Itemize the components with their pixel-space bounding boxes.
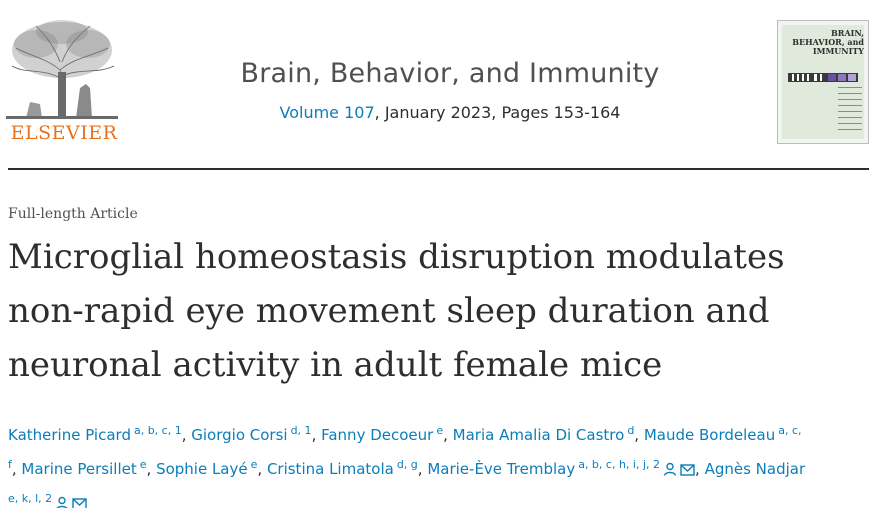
author-name: Sophie Layé <box>156 460 248 478</box>
affiliation-superscript: d, 1 <box>290 424 312 437</box>
author-separator: , <box>257 460 267 478</box>
author-separator: , <box>443 426 453 444</box>
cover-barcode-icon <box>788 73 858 82</box>
envelope-icon <box>680 464 695 476</box>
author-separator: , <box>311 426 322 444</box>
elsevier-logo[interactable] <box>6 18 118 146</box>
author-name: Maria Amalia Di Castro <box>452 426 625 444</box>
header-divider <box>8 168 869 170</box>
author-link[interactable] <box>156 460 257 478</box>
author-link[interactable] <box>267 460 418 478</box>
affiliation-superscript: e <box>436 424 444 437</box>
author-link[interactable] <box>8 426 182 444</box>
author-separator: , <box>417 460 428 478</box>
affiliation-superscript: e <box>250 458 258 471</box>
author-link[interactable] <box>644 426 802 444</box>
person-icon <box>55 496 69 508</box>
person-icon <box>663 462 677 476</box>
affiliation-superscript: d, g <box>396 458 418 471</box>
author-name: Agnès Nadjar <box>704 460 806 478</box>
author-link[interactable] <box>21 460 146 478</box>
article-type-label: Full-length Article <box>8 206 138 222</box>
author-separator: , <box>634 426 644 444</box>
author-link[interactable] <box>321 426 443 444</box>
author-name: Cristina Limatola <box>266 460 394 478</box>
journal-info <box>180 58 720 122</box>
author-link[interactable] <box>427 460 695 478</box>
author-separator: , <box>11 460 22 478</box>
article-header <box>0 0 885 168</box>
author-name: Giorgio Corsi <box>191 426 288 444</box>
article-title-line: neuronal activity in adult female mice <box>8 345 663 385</box>
author-line-2 <box>8 450 878 484</box>
author-name: Fanny Decoeur <box>321 426 434 444</box>
affiliation-superscript: a, c, <box>778 424 802 437</box>
author-name: Marie-Ève Tremblay <box>427 460 576 478</box>
author-name: Katherine Picard <box>8 426 131 444</box>
author-list <box>8 416 878 508</box>
author-link[interactable] <box>191 426 311 444</box>
author-link[interactable] <box>8 494 87 508</box>
envelope-icon <box>72 498 87 508</box>
author-name: Marine Persillet <box>21 460 137 478</box>
elsevier-tree-icon <box>6 18 118 122</box>
affiliation-superscript: a, b, c, 1 <box>133 424 182 437</box>
author-name: Maude Bordeleau <box>643 426 776 444</box>
article-title-line: Microglial homeostasis disruption modulates <box>8 237 785 277</box>
journal-title-link[interactable]: Brain, Behavior, and Immunity <box>240 58 660 89</box>
author-link[interactable] <box>453 426 635 444</box>
cover-contents-lines <box>838 87 862 135</box>
cover-title: BRAIN, BEHAVIOR, and IMMUNITY <box>792 28 864 56</box>
issue-details: , January 2023, Pages 153-164 <box>374 103 621 122</box>
volume-link[interactable]: Volume 107 <box>279 103 375 122</box>
affiliation-superscript: e <box>139 458 147 471</box>
affiliation-superscript: e, k, l, 2 <box>8 492 53 505</box>
affiliation-superscript: d <box>627 424 635 437</box>
article-title-line: non-rapid eye movement sleep duration and <box>8 291 770 331</box>
elsevier-wordmark: ELSEVIER <box>10 122 118 144</box>
author-separator: , <box>695 460 705 478</box>
author-separator: , <box>181 426 192 444</box>
author-line-3 <box>8 484 878 508</box>
author-link[interactable] <box>705 460 806 478</box>
article-title <box>8 230 868 392</box>
author-line-1 <box>8 416 878 450</box>
affiliation-superscript: a, b, c, h, i, j, 2 <box>578 458 661 471</box>
author-separator: , <box>146 460 157 478</box>
affiliation-superscript: f <box>8 458 12 471</box>
issue-info <box>180 103 720 122</box>
journal-cover-thumbnail[interactable] <box>777 20 869 144</box>
